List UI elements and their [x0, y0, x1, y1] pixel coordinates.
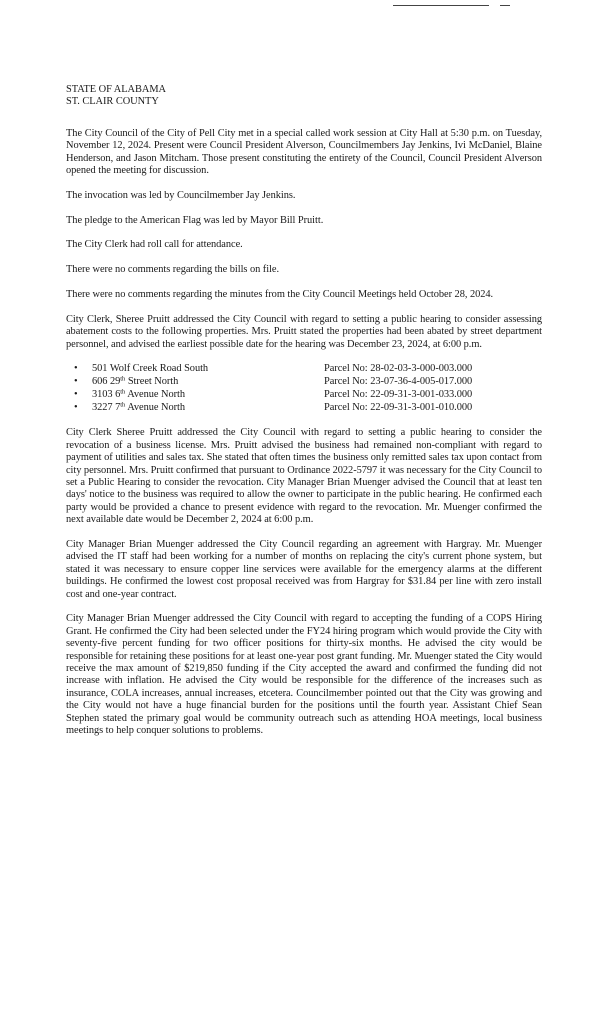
parcel-value: 22-09-31-3-001-010.000 — [370, 402, 473, 414]
street-ordinal: th — [120, 388, 126, 396]
bullet-icon: • — [74, 376, 78, 388]
hargray-paragraph: City Manager Brian Muenger addressed the City Council regarding an agreement with Hargray. Mr. Muenger advised the IT staff had been working for a number of months on replacing the city's current phone system, but stated it was necessary to ensure copper line services were available for the emergency alarms at the different buildings. He confirmed the lowest cost proposal received was from Hargray for $31.84 per line with zero install cost and one-year contract. — [66, 539, 542, 600]
opening-paragraph: The City Council of the City of Pell City met in a special called work session at City Hall at 5:30 p.m. on Tuesday, November 12, 2024. Present were Council President Alverson, Councilmembers Jay Jenkins, Ivi McDaniel, Blaine Henderson, and Jason Mitcham. Those present constituting the entirety of the Council, Council President Alverson opened the meeting for discussion. — [66, 127, 542, 177]
bullet-icon: • — [74, 389, 78, 401]
parcel-label: Parcel No: — [324, 363, 368, 375]
property-address — [92, 402, 324, 414]
property-address — [92, 389, 324, 401]
document-heading — [66, 84, 542, 109]
parcel-value: 22-09-31-3-001-033.000 — [370, 389, 473, 401]
parcel-number — [324, 363, 472, 375]
minutes-paragraph: There were no comments regarding the minutes from the City Council Meetings held October 28, 2024. — [66, 289, 494, 301]
property-item — [66, 363, 542, 376]
street-ordinal: th — [120, 375, 126, 383]
street-number: 3103 6 — [92, 389, 121, 401]
minutes-document — [66, 84, 542, 750]
roll-call-paragraph: The City Clerk had roll call for attendance. — [66, 239, 243, 251]
property-item — [66, 402, 542, 415]
parcel-label: Parcel No: — [324, 402, 368, 414]
property-list — [66, 363, 542, 415]
pledge-paragraph: The pledge to the American Flag was led by Mayor Bill Pruitt. — [66, 214, 324, 226]
street-number: 606 29 — [92, 376, 121, 388]
parcel-number — [324, 376, 472, 388]
property-item — [66, 389, 542, 402]
bullet-icon: • — [74, 363, 78, 375]
parcel-label: Parcel No: — [324, 376, 368, 388]
parcel-value: 23-07-36-4-005-017.000 — [370, 376, 473, 388]
property-address — [92, 376, 324, 388]
parcel-number — [324, 389, 472, 401]
street-name: Wolf Creek Road South — [109, 363, 209, 375]
street-name: Avenue North — [127, 389, 186, 401]
parcel-number — [324, 402, 472, 414]
property-address — [92, 363, 324, 375]
bullet-icon: • — [74, 402, 78, 414]
abatement-paragraph: City Clerk, Sheree Pruitt addressed the City Council with regard to setting a public hearing to consider assessing abatement costs to the following properties. Mrs. Pruitt stated the properties had been abated by street department personnel, and advised the earliest possible date for the hearing was December 23, 2024, at 6:00 p.m. — [66, 313, 542, 350]
cops-grant-paragraph: City Manager Brian Muenger addressed the City Council with regard to accepting the funding of a COPS Hiring Grant. He confirmed the City had been selected under the FY24 hiring program which would provide the City with seventy-five percent funding for two officer positions for thirty-six months. He advised the city would be responsible for retaining these positions for at least one-year post grant funding. Mr. Muenger stated the City would receive the max amount of $219,850 funding if the City accepted the award and confirmed the funding did not increase with inflation. He advised the City would be responsible for the difference of the increases such as insurance, COLA increases, annual increases, etcetera. Councilmember pointed out that the City was growing and the City would not have a huge financial burden for the positions until the fourth year. Assistant Chief Sean Stephen stated the primary goal would be community outreach such as attending HOA meetings, local business meetings to help conquer solutions to problems. — [66, 613, 542, 737]
license-paragraph: City Clerk Sheree Pruitt addressed the City Council with regard to setting a public hearing to consider the revocation of a business license. Mrs. Pruitt advised the business had remained non-compliant with regard to payment of utilities and sales tax. She stated that often times the business only remitted sales tax upon contact from city personnel. Mrs. Pruitt confirmed that pursuant to Ordinance 2022-5797 it was necessary for the City Council to set a Public Hearing to consider the revocation. City Manager Brian Muenger advised the Council that at least ten days' notice to the business was required to allow the owner to participate in the public hearing. He confirmed each party would be provided a chance to present evidence with regard to the revocation. Mr. Muenger confirmed the next available date would be December 2, 2024 at 6:00 p.m. — [66, 427, 542, 526]
property-item — [66, 376, 542, 389]
street-number: 501 — [92, 363, 108, 375]
parcel-value: 28-02-03-3-000-003.000 — [370, 363, 473, 375]
scan-top-rule — [393, 5, 489, 6]
state-heading: STATE OF ALABAMA — [66, 84, 166, 95]
street-name: Street North — [127, 376, 179, 388]
street-number: 3227 7 — [92, 402, 121, 414]
county-heading: ST. CLAIR COUNTY — [66, 96, 159, 108]
street-name: Avenue North — [127, 402, 186, 414]
scan-top-rule-mark — [500, 5, 510, 6]
parcel-label: Parcel No: — [324, 389, 368, 401]
invocation-paragraph: The invocation was led by Councilmember Jay Jenkins. — [66, 189, 296, 201]
street-ordinal: th — [120, 401, 126, 409]
bills-paragraph: There were no comments regarding the bills on file. — [66, 264, 279, 276]
